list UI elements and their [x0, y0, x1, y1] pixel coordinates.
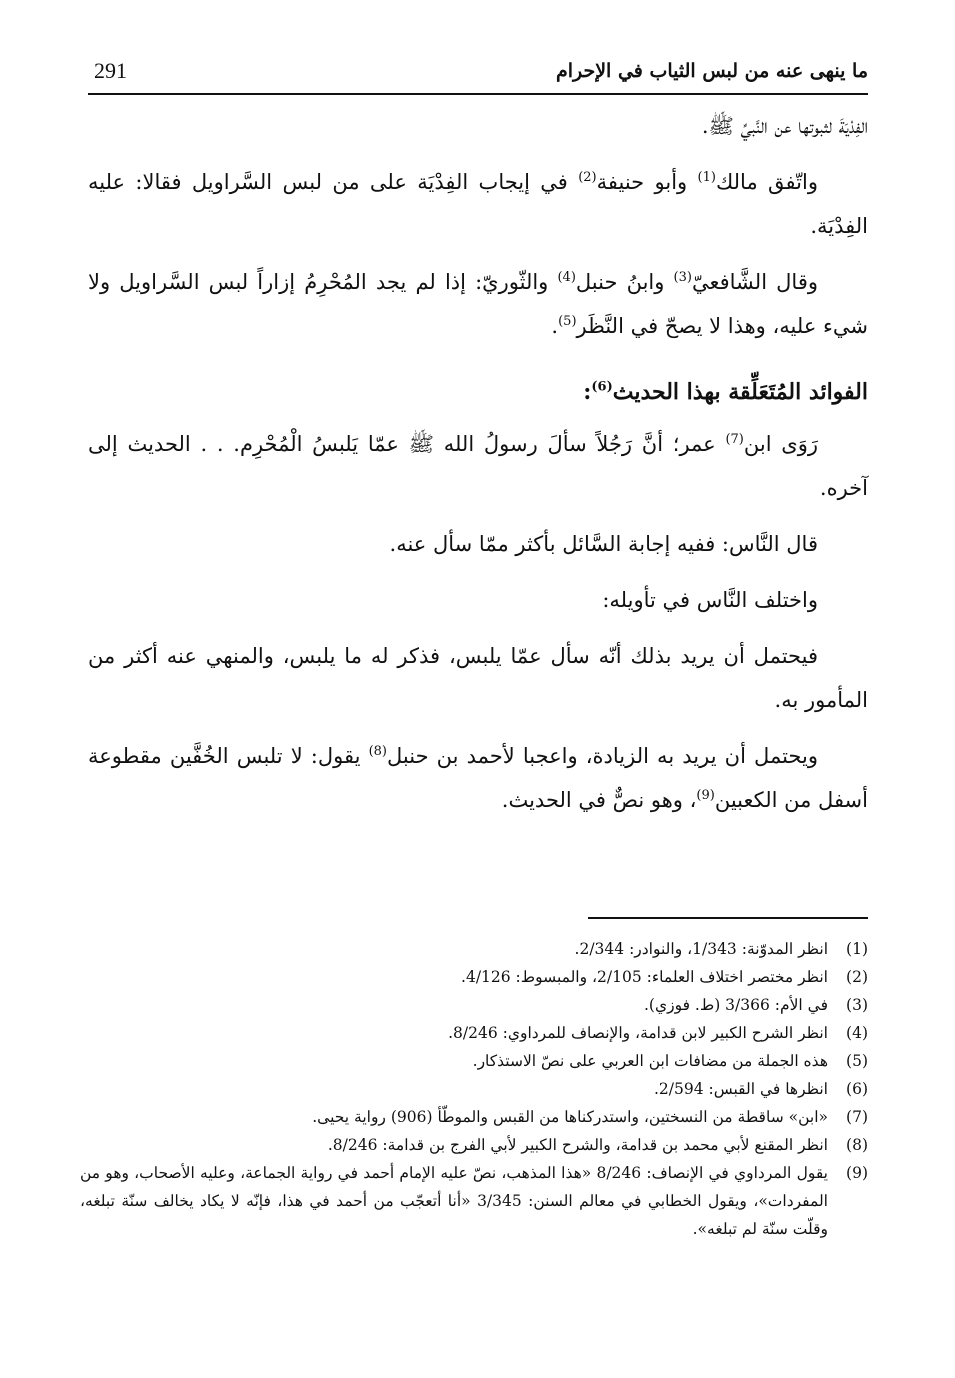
- footnote-ref-2[interactable]: (2): [578, 170, 597, 185]
- footnote: [80, 1019, 868, 1047]
- footnote-text: انظر المدوّنة: 1/343، والنوادر: 2/344.: [574, 940, 828, 958]
- paragraph-7: [88, 634, 868, 722]
- p2a-text: واتّفق مالك: [715, 170, 818, 194]
- footnote: [80, 991, 868, 1019]
- p1-text: الفِدْيَةَ لثبوتها عن النَّبيِّ ﷺ.: [701, 114, 868, 138]
- footnote-number: (9): [846, 1164, 868, 1182]
- page-number: 291: [94, 58, 127, 83]
- footnote-text: انظر المقنع لأبي محمد بن قدامة، والشرح الكبير لأبي الفرج بن قدامة: 8/246.: [327, 1136, 828, 1154]
- footnote-ref-9[interactable]: (9): [696, 788, 715, 803]
- footnote: [80, 1131, 868, 1159]
- p8a-text: ويحتمل أن يريد به الزيادة، واعجبا لأحمد بن حنبل: [387, 744, 818, 768]
- header-rule: [88, 93, 868, 95]
- footnote-ref-7[interactable]: (7): [725, 432, 744, 447]
- footnote-number: (6): [846, 1080, 868, 1098]
- footnote: [80, 963, 868, 991]
- heading-colon: :: [583, 379, 592, 405]
- footnote: [80, 1047, 868, 1075]
- p3b-text: وابنُ حنبل: [575, 270, 674, 294]
- p5-text: قال النَّاس: ففيه إجابة السَّائل بأكثر ممّا سأل عنه.: [389, 532, 818, 556]
- footnote-text: انظر الشرح الكبير لابن قدامة، والإنصاف للمرداوي: 8/246.: [448, 1024, 828, 1042]
- footnote: [80, 1075, 868, 1103]
- paragraph-2: [88, 160, 868, 248]
- footnote-text: في الأم: 3/366 (ط. فوزي).: [644, 996, 828, 1014]
- p3a-text: وقال الشَّافعيّ: [691, 270, 818, 294]
- footnotes: [80, 935, 868, 1243]
- heading-text: الفوائد المُتَعَلِّقة بهذا الحديث: [612, 379, 868, 405]
- footnote-number: (3): [846, 996, 868, 1014]
- p7-text: فيحتمل أن يريد بذلك أنّه سأل عمّا يلبس، فذكر له ما يلبس، والمنهي عنه أكثر من المأمور به.: [88, 644, 868, 712]
- footnote: [80, 1103, 868, 1131]
- paragraph-1: [88, 104, 868, 148]
- footnote-text: يقول المرداوي في الإنصاف: 8/246 «هذا المذهب، نصّ عليه الإمام أحمد في رواية الجماعة، وعليه الأصحاب، وهو من المفردات»، ويقول الخطابي في معالم السنن: 3/345 «أنا أتعجّب من أحمد في هذا، فإنّه لا يكاد يخالف سنّة تبلغه، وقلّت سنّة لم تبلغه».: [80, 1164, 828, 1238]
- p4a-text: رَوَى ابن: [743, 432, 818, 456]
- p2b-text: وأبو حنيفة: [596, 170, 698, 194]
- paragraph-8: [88, 734, 868, 822]
- p2c-text: في إيجاب الفِدْيَة على من لبس السَّراويل فقالا: عليه الفِدْيَة.: [88, 170, 868, 238]
- footnote-separator: [588, 917, 868, 919]
- footnote-ref-1[interactable]: (1): [697, 170, 716, 185]
- footnote-ref-6[interactable]: (6): [591, 379, 613, 395]
- footnote-number: (8): [846, 1136, 868, 1154]
- paragraph-6: [88, 578, 868, 622]
- paragraph-4: [88, 422, 868, 510]
- footnote-text: انظرها في القبس: 2/594.: [653, 1080, 828, 1098]
- running-title: ما ينهى عنه من لبس الثياب في الإحرام: [555, 60, 868, 82]
- footnote-number: (1): [846, 940, 868, 958]
- footnote-number: (7): [846, 1108, 868, 1126]
- main-text: [88, 104, 868, 834]
- footnote-number: (2): [846, 968, 868, 986]
- footnote: [80, 935, 868, 963]
- p3d-text: .: [551, 314, 559, 338]
- p4b-text: عمر؛ أنَّ رَجُلاً سألَ رسولُ الله ﷺ عمّا يَلبسُ الْمُحْرِم. . . الحديث إلى آخره.: [88, 432, 868, 500]
- footnote-ref-8[interactable]: (8): [368, 744, 387, 759]
- p6-text: واختلف النَّاس في تأويله:: [602, 588, 818, 612]
- p3c-text: والثّوريّ: إذا لم يجد المُحْرِمُ إزاراً لبس السَّراويل ولا شيء عليه، وهذا لا يصحّ في النَّظَر: [88, 270, 868, 338]
- footnote-number: (5): [846, 1052, 868, 1070]
- footnote-ref-4[interactable]: (4): [557, 270, 576, 285]
- paragraph-3: [88, 260, 868, 348]
- paragraph-5: [88, 522, 868, 566]
- footnote-ref-3[interactable]: (3): [673, 270, 692, 285]
- footnote: [80, 1159, 868, 1243]
- footnote-ref-5[interactable]: (5): [558, 314, 577, 329]
- p8c-text: ، وهو نصٌّ في الحديث.: [501, 788, 697, 812]
- page-header: [88, 56, 868, 94]
- footnote-text: هذه الجملة من مضافات ابن العربي على نصّ الاستذكار.: [472, 1052, 828, 1070]
- p8b-text: يقول: لا تلبس الخُفَّين مقطوعة أسفل من الكعبين: [88, 744, 868, 812]
- section-heading: [88, 370, 868, 414]
- footnote-number: (4): [846, 1024, 868, 1042]
- footnote-text: انظر مختصر اختلاف العلماء: 2/105، والمبسوط: 4/126.: [461, 968, 828, 986]
- footnote-text: «ابن» ساقطة من النسختين، واستدركناها من القبس والموطّأ (906) رواية يحيى.: [312, 1108, 828, 1126]
